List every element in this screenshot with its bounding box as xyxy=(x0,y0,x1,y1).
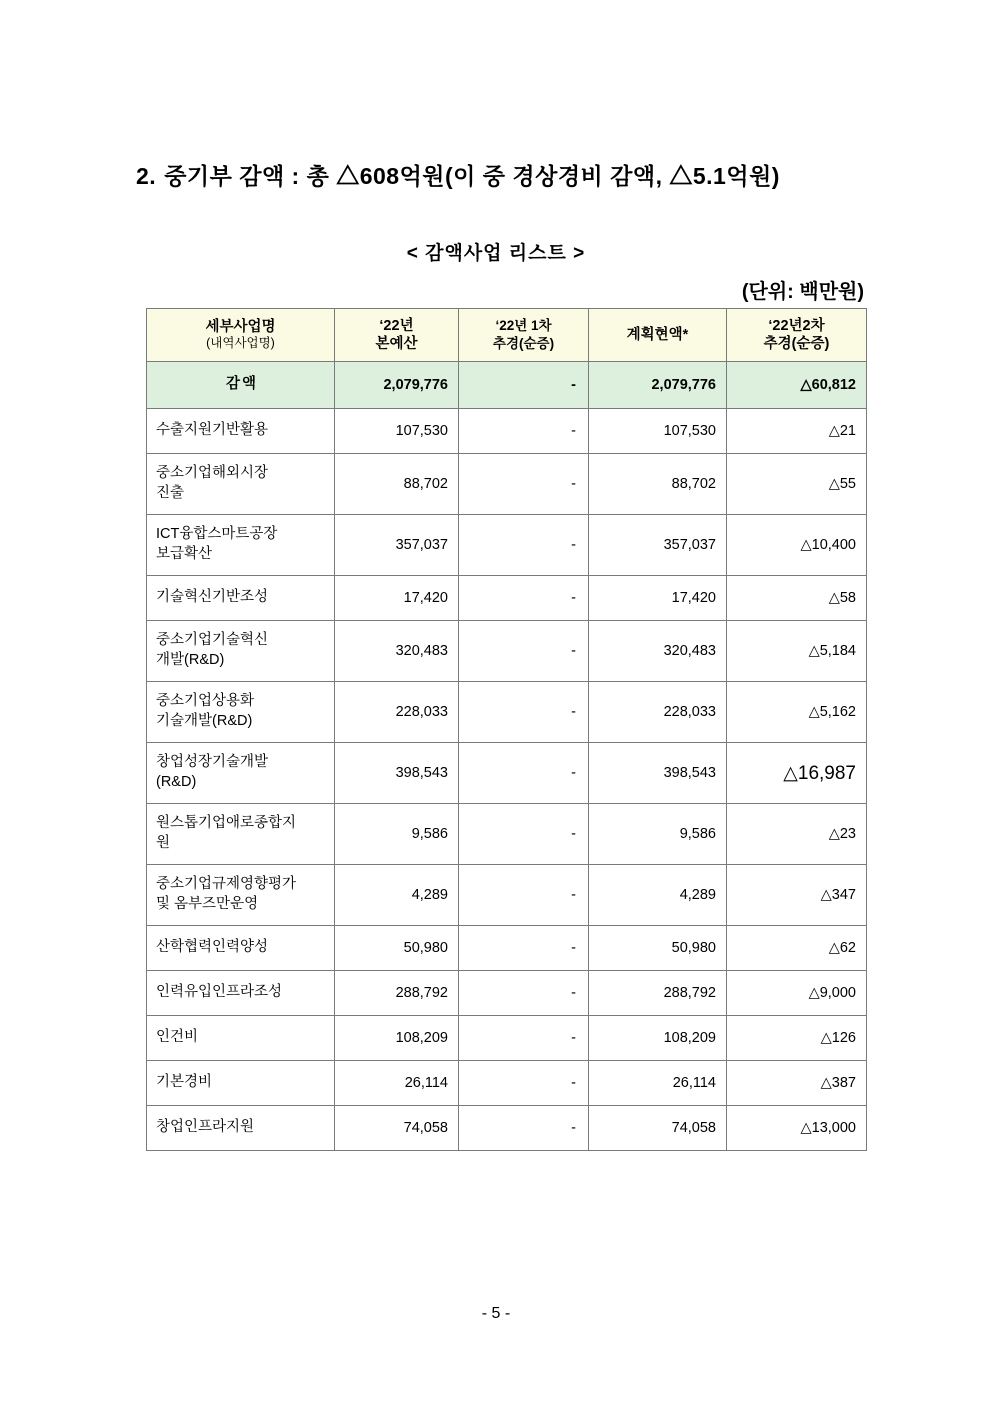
cell-second-supplementary: △9,000 xyxy=(727,971,867,1016)
cell-second-supplementary: △13,000 xyxy=(727,1106,867,1151)
table-row xyxy=(147,743,867,804)
cell-budget: 228,033 xyxy=(335,682,459,743)
table-row xyxy=(147,1061,867,1106)
cell-second-supplementary: △23 xyxy=(727,804,867,865)
cell-project-name: 수출지원기반활용 xyxy=(147,409,335,454)
table-row-total xyxy=(147,362,867,409)
table-row xyxy=(147,576,867,621)
total-first-supp: - xyxy=(459,362,589,409)
column-header-plan-amount-text: 계획현액* xyxy=(626,326,689,343)
cell-first-supplementary: - xyxy=(459,865,589,926)
cell-plan-amount: 228,033 xyxy=(589,682,727,743)
table-row xyxy=(147,621,867,682)
cell-plan-amount: 107,530 xyxy=(589,409,727,454)
cell-second-supplementary: △16,987 xyxy=(727,743,867,804)
cell-plan-amount: 17,420 xyxy=(589,576,727,621)
cell-first-supplementary: - xyxy=(459,743,589,804)
column-header-plan-amount xyxy=(589,309,727,362)
cell-plan-amount: 320,483 xyxy=(589,621,727,682)
section-number: 2. xyxy=(136,163,157,189)
cell-second-supplementary: △21 xyxy=(727,409,867,454)
cell-first-supplementary: - xyxy=(459,515,589,576)
cell-budget: 288,792 xyxy=(335,971,459,1016)
column-header-budget-line1: ‘22년 xyxy=(379,317,414,334)
cell-project-name: 중소기업해외시장 진출 xyxy=(147,454,335,515)
table-row xyxy=(147,926,867,971)
column-header-budget-line2: 본예산 xyxy=(375,336,418,352)
cell-budget: 88,702 xyxy=(335,454,459,515)
column-header-project xyxy=(147,309,335,362)
unit-note: (단위: 백만원) xyxy=(741,281,864,303)
cell-first-supplementary: - xyxy=(459,454,589,515)
table-row xyxy=(147,454,867,515)
cell-plan-amount: 398,543 xyxy=(589,743,727,804)
cell-budget: 17,420 xyxy=(335,576,459,621)
cell-second-supplementary: △58 xyxy=(727,576,867,621)
cell-plan-amount: 108,209 xyxy=(589,1016,727,1061)
column-header-budget xyxy=(335,309,459,362)
cell-second-supplementary: △126 xyxy=(727,1016,867,1061)
cell-project-name: ICT융합스마트공장 보급확산 xyxy=(147,515,335,576)
table-header xyxy=(147,309,867,362)
cell-project-name: 기본경비 xyxy=(147,1061,335,1106)
cell-first-supplementary: - xyxy=(459,682,589,743)
cell-plan-amount: 74,058 xyxy=(589,1106,727,1151)
cell-budget: 398,543 xyxy=(335,743,459,804)
cell-first-supplementary: - xyxy=(459,409,589,454)
cell-plan-amount: 288,792 xyxy=(589,971,727,1016)
page-number: - 5 - xyxy=(481,1305,511,1322)
table-row xyxy=(147,1016,867,1061)
cell-plan-amount: 357,037 xyxy=(589,515,727,576)
budget-table-wrapper xyxy=(146,308,866,1151)
cell-project-name: 기술혁신기반조성 xyxy=(147,576,335,621)
cell-budget: 50,980 xyxy=(335,926,459,971)
cell-first-supplementary: - xyxy=(459,971,589,1016)
cell-budget: 357,037 xyxy=(335,515,459,576)
cell-project-name: 중소기업규제영향평가 및 옴부즈만운영 xyxy=(147,865,335,926)
column-header-first-supp-line1: ‘22년 1차 xyxy=(495,317,552,333)
table-row xyxy=(147,409,867,454)
cell-second-supplementary: △62 xyxy=(727,926,867,971)
column-header-project-sub: (내역사업명) xyxy=(206,336,275,351)
cell-plan-amount: 4,289 xyxy=(589,865,727,926)
header-row xyxy=(147,309,867,362)
cell-budget: 74,058 xyxy=(335,1106,459,1151)
cell-second-supplementary: △55 xyxy=(727,454,867,515)
cell-budget: 4,289 xyxy=(335,865,459,926)
table-row xyxy=(147,515,867,576)
cell-second-supplementary: △10,400 xyxy=(727,515,867,576)
table-title: < 감액사업 리스트 > xyxy=(406,243,586,264)
cell-second-supplementary: △5,162 xyxy=(727,682,867,743)
table-row xyxy=(147,682,867,743)
cell-first-supplementary: - xyxy=(459,1016,589,1061)
budget-table xyxy=(146,308,867,1151)
table-row xyxy=(147,865,867,926)
table-row xyxy=(147,1106,867,1151)
cell-project-name: 산학협력인력양성 xyxy=(147,926,335,971)
cell-first-supplementary: - xyxy=(459,926,589,971)
cell-first-supplementary: - xyxy=(459,1061,589,1106)
cell-project-name: 중소기업상용화 기술개발(R&D) xyxy=(147,682,335,743)
total-label: 감액 xyxy=(147,362,335,409)
cell-project-name: 창업인프라지원 xyxy=(147,1106,335,1151)
section-heading-text: 중기부 감액 : 총 △608억원(이 중 경상경비 감액, △5.1억원) xyxy=(164,163,780,189)
cell-second-supplementary: △347 xyxy=(727,865,867,926)
cell-project-name: 인건비 xyxy=(147,1016,335,1061)
column-header-project-main: 세부사업명 xyxy=(205,319,276,336)
column-header-first-supplementary xyxy=(459,309,589,362)
cell-plan-amount: 88,702 xyxy=(589,454,727,515)
cell-budget: 108,209 xyxy=(335,1016,459,1061)
table-row xyxy=(147,971,867,1016)
table-row xyxy=(147,804,867,865)
cell-second-supplementary: △5,184 xyxy=(727,621,867,682)
cell-plan-amount: 50,980 xyxy=(589,926,727,971)
cell-project-name: 창업성장기술개발 (R&D) xyxy=(147,743,335,804)
cell-budget: 9,586 xyxy=(335,804,459,865)
cell-project-name: 중소기업기술혁신 개발(R&D) xyxy=(147,621,335,682)
cell-first-supplementary: - xyxy=(459,621,589,682)
table-body xyxy=(147,362,867,1151)
cell-project-name: 원스톱기업애로종합지 원 xyxy=(147,804,335,865)
cell-plan-amount: 9,586 xyxy=(589,804,727,865)
total-plan: 2,079,776 xyxy=(589,362,727,409)
total-second-supp: △60,812 xyxy=(727,362,867,409)
cell-budget: 107,530 xyxy=(335,409,459,454)
cell-budget: 26,114 xyxy=(335,1061,459,1106)
column-header-second-supp-line1: ‘22년2차 xyxy=(768,317,825,334)
cell-plan-amount: 26,114 xyxy=(589,1061,727,1106)
cell-first-supplementary: - xyxy=(459,1106,589,1151)
section-heading xyxy=(136,158,896,191)
column-header-second-supp-line2: 추경(순증) xyxy=(763,336,830,352)
column-header-second-supplementary xyxy=(727,309,867,362)
cell-budget: 320,483 xyxy=(335,621,459,682)
column-header-first-supp-line2: 추경(순증) xyxy=(492,336,555,351)
cell-second-supplementary: △387 xyxy=(727,1061,867,1106)
cell-first-supplementary: - xyxy=(459,804,589,865)
cell-first-supplementary: - xyxy=(459,576,589,621)
total-budget: 2,079,776 xyxy=(335,362,459,409)
cell-project-name: 인력유입인프라조성 xyxy=(147,971,335,1016)
